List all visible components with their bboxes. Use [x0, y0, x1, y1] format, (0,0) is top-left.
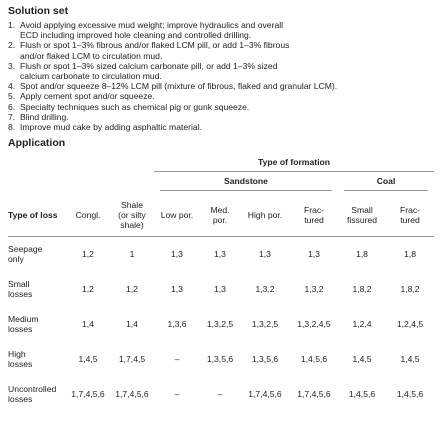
- column-header: [240, 194, 290, 237]
- loss-type-line: losses: [8, 394, 33, 405]
- column-header: [338, 194, 386, 237]
- solution-text: [20, 81, 436, 91]
- solution-list: [8, 20, 436, 132]
- table-cell: –: [174, 354, 180, 365]
- table-cell: –: [217, 389, 223, 400]
- solution-number: 1.: [8, 20, 16, 30]
- solution-number: 7.: [8, 111, 16, 122]
- loss-type-line: High: [8, 349, 26, 360]
- table-cell: 1,3: [214, 284, 226, 295]
- table-row: [8, 342, 434, 377]
- column-header: [154, 194, 200, 237]
- table-cell: 1,3: [154, 237, 200, 272]
- table-cell: 1,4,5,6: [348, 389, 376, 400]
- type-of-loss-header: [8, 194, 66, 237]
- loss-type-line: losses: [8, 359, 33, 370]
- solution-number: 2.: [8, 40, 16, 51]
- solution-text-line: and/or flaked LCM to circulation mud.: [20, 50, 163, 61]
- loss-type-line: only: [8, 254, 24, 265]
- table-cell: 1,8,2: [400, 284, 420, 295]
- solution-number: 4.: [8, 81, 16, 92]
- column-header-line: Low por.: [160, 210, 194, 221]
- loss-type-line: Seepage: [8, 244, 43, 255]
- column-header-line: High por.: [247, 210, 283, 221]
- type-of-formation-header: Type of formation: [154, 153, 434, 172]
- solution-item: [8, 91, 436, 101]
- loss-type-cell: [8, 307, 66, 342]
- table-row: [8, 272, 434, 307]
- solution-item: [8, 40, 436, 60]
- solution-number: 6.: [8, 101, 16, 112]
- column-header-line: shale): [120, 220, 144, 231]
- column-header: [200, 194, 240, 237]
- table-cell: 1,4,5,6: [396, 389, 424, 400]
- application-table: [8, 153, 434, 412]
- table-cell: 1,4,5: [352, 354, 372, 365]
- table-cell: 1,3,6: [167, 319, 187, 330]
- table-cell: 1,7,4,5,6: [297, 389, 331, 400]
- solution-item: [8, 81, 436, 91]
- column-header: [386, 194, 434, 237]
- column-header-line: tured: [400, 215, 420, 226]
- column-header-line: Shale: [121, 200, 143, 211]
- table-cell: 1,3,2: [304, 284, 324, 295]
- solution-text: [20, 91, 436, 101]
- solution-text-line: Spot and/or squeeze 8–12% LCM pill (mixture of fibrous, flaked and granular LCM).: [20, 81, 338, 92]
- solution-text: [20, 61, 436, 81]
- table-cell: 1,3: [171, 284, 183, 295]
- table-cell: 1,3,2,5: [206, 319, 234, 330]
- column-header-line: tured: [304, 215, 324, 226]
- solution-number: 8.: [8, 122, 16, 133]
- sandstone-label: Sandstone: [160, 176, 332, 191]
- loss-type-line: Uncontrolled: [8, 384, 57, 395]
- table-cell: 1,3,2,5: [251, 319, 279, 330]
- loss-type-cell: [8, 342, 66, 377]
- column-header-line: fissured: [346, 215, 378, 226]
- solution-text-line: Blind drilling.: [20, 111, 69, 122]
- solution-text-line: Flush or spot 1–3% fibrous and/or flaked LCM pill, or add 1–3% fibrous: [20, 40, 290, 51]
- table-cell: 1,7,4,5,6: [248, 389, 282, 400]
- table-cell: 1,3: [240, 237, 290, 272]
- loss-type-line: losses: [8, 324, 33, 335]
- solution-text-line: calcium carbonate to circulation mud.: [20, 71, 162, 82]
- loss-type-line: losses: [8, 289, 33, 300]
- table-cell: 1,4,5: [400, 354, 420, 365]
- solution-text: [20, 40, 436, 60]
- solution-text: [20, 122, 436, 132]
- coal-group-header: [338, 172, 434, 195]
- table-cell: 1,2: [82, 284, 94, 295]
- solution-set-heading: Solution set: [8, 5, 69, 17]
- solution-number: 3.: [8, 60, 16, 71]
- column-header-line: Med.: [210, 205, 230, 216]
- column-header-line: Type of loss: [8, 210, 58, 221]
- solution-text-line: Apply cement spot and/or squeeze.: [20, 91, 155, 102]
- table-cell: 1,4,5: [78, 354, 98, 365]
- table-cell: 1,2,4,5: [396, 319, 424, 330]
- loss-type-line: Small: [8, 279, 30, 290]
- solution-number: 5.: [8, 91, 16, 102]
- loss-type-cell: [8, 377, 66, 412]
- table-cell: 1,7,4,5,6: [115, 389, 149, 400]
- solution-item: [8, 61, 436, 81]
- application-table-body: [8, 237, 434, 412]
- column-header-row: [8, 194, 434, 237]
- column-header-line: por.: [212, 215, 228, 226]
- coal-label: Coal: [344, 176, 428, 191]
- solution-item: [8, 102, 436, 112]
- table-cell: 1: [110, 237, 154, 272]
- column-header-line: Frac-: [303, 205, 325, 216]
- column-header-line: Frac-: [399, 205, 421, 216]
- table-cell: 1,3,2,4,5: [297, 319, 331, 330]
- column-header: [110, 194, 154, 237]
- table-cell: 1,2: [126, 284, 138, 295]
- table-cell: 1,4: [82, 319, 94, 330]
- table-cell: 1,3,5,6: [206, 354, 234, 365]
- table-row: [8, 307, 434, 342]
- solution-text: [20, 112, 436, 122]
- table-cell: 1,7,4,5,6: [71, 389, 105, 400]
- table-cell: 1,4: [126, 319, 138, 330]
- column-header: [290, 194, 338, 237]
- table-cell: 1,8: [386, 237, 434, 272]
- sandstone-group-header: [154, 172, 338, 195]
- solution-text: [20, 102, 436, 112]
- table-cell: 1,3,2: [255, 284, 275, 295]
- table-cell: 1,3,5,6: [251, 354, 279, 365]
- solution-text-line: Avoid applying excessive mud weight; improve hydraulics and overall: [20, 20, 284, 30]
- solution-item: [8, 20, 436, 40]
- column-header-line: Small: [351, 205, 373, 216]
- table-row: [8, 377, 434, 412]
- column-header-line: (or silty: [118, 210, 146, 221]
- solution-text-line: Specialty techniques such as chemical pig or gunk squeeze.: [20, 101, 250, 112]
- table-cell: 1,8: [338, 237, 386, 272]
- table-cell: 1,3: [290, 237, 338, 272]
- table-cell: 1,4,5,6: [300, 354, 328, 365]
- application-heading: Application: [8, 137, 66, 150]
- column-header: [66, 194, 110, 237]
- table-cell: 1,2,4: [352, 319, 372, 330]
- loss-type-cell: [8, 272, 66, 307]
- table-cell: –: [174, 389, 180, 400]
- solution-text-line: Flush or spot 1–3% sized calcium carbonate pill, or add 1–3% sized: [20, 60, 278, 71]
- solution-item: [8, 122, 436, 132]
- solution-text-line: Improve mud cake by adding asphaltic material.: [20, 122, 202, 133]
- loss-type-cell: [8, 237, 66, 272]
- solution-item: [8, 112, 436, 122]
- loss-type-line: Medium: [8, 314, 39, 325]
- solution-text-line: ECD including improved hole cleaning and controlled drilling.: [20, 30, 252, 41]
- table-cell: 1,2: [66, 237, 110, 272]
- solution-text: [20, 20, 436, 40]
- table-cell: 1,3: [200, 237, 240, 272]
- table-cell: 1,7,4,5: [118, 354, 146, 365]
- table-cell: 1,8,2: [352, 284, 372, 295]
- column-header-line: Congl.: [75, 210, 101, 221]
- table-row: [8, 237, 434, 272]
